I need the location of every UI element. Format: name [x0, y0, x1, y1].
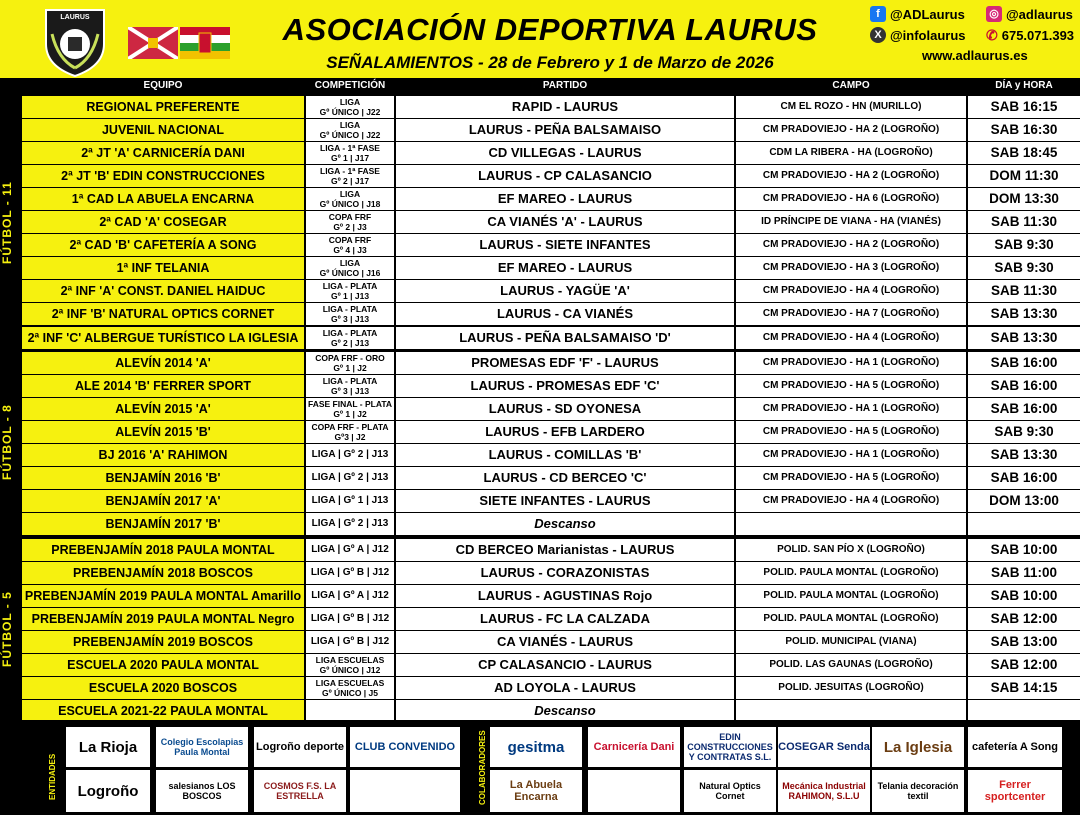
sponsor-logo — [350, 770, 460, 812]
match-cell: LAURUS - PEÑA BALSAMAISO 'D' — [396, 327, 734, 349]
sponsor-logo: La Iglesia — [872, 727, 964, 767]
competition-line-1: COPA FRF — [328, 235, 372, 246]
competition-line-2: Gº ÚNICO | J18 — [319, 199, 381, 210]
field-cell: ID PRÍNCIPE DE VIANA - HA (VIANÉS) — [736, 211, 966, 233]
table-row — [22, 631, 1080, 653]
table-row — [22, 467, 1080, 489]
team-cell: BENJAMÍN 2017 'B' — [22, 513, 304, 535]
table-row — [22, 562, 1080, 584]
team-cell: 2ª INF 'C' ALBERGUE TURÍSTICO LA IGLESIA — [22, 327, 304, 349]
datetime-cell: SAB 14:15 — [968, 677, 1080, 699]
section-label-f11: FÚTBOL - 11 — [0, 181, 14, 265]
competition-cell — [306, 188, 394, 210]
competition-cell — [306, 303, 394, 325]
table-row — [22, 375, 1080, 397]
competition-line-1: LIGA — [339, 97, 361, 107]
match-cell: LAURUS - CD BERCEO 'C' — [396, 467, 734, 489]
team-cell: 2ª JT 'A' CARNICERÍA DANI — [22, 142, 304, 164]
match-cell: Descanso — [396, 700, 734, 722]
competition-line-1: LIGA ESCUELAS — [315, 678, 385, 689]
team-cell: ESCUELA 2020 PAULA MONTAL — [22, 654, 304, 676]
field-cell: CM PRADOVIEJO - HA 4 (LOGROÑO) — [736, 490, 966, 512]
datetime-cell: SAB 16:30 — [968, 119, 1080, 141]
datetime-cell: SAB 13:30 — [968, 327, 1080, 349]
match-cell: AD LOYOLA - LAURUS — [396, 677, 734, 699]
club-shield-logo — [38, 4, 112, 78]
competition-line-1: LIGA - PLATA — [322, 281, 378, 292]
sponsors-bar — [0, 720, 1080, 815]
competition-cell: LIGA | Gº B | J12 — [306, 562, 394, 584]
datetime-cell — [968, 700, 1080, 722]
table-row — [22, 700, 1080, 722]
competition-cell — [306, 257, 394, 279]
la-rioja-flag-icon — [180, 27, 230, 59]
field-cell — [736, 700, 966, 722]
competition-line-1: COPA FRF - ORO — [315, 352, 385, 363]
competition-cell — [306, 142, 394, 164]
table-row — [22, 257, 1080, 279]
team-cell: PREBENJAMÍN 2018 PAULA MONTAL — [22, 539, 304, 561]
col-header-competition: COMPETICIÓN — [306, 78, 394, 94]
competition-line-2: Gº ÚNICO | J12 — [319, 665, 381, 676]
table-row — [22, 539, 1080, 561]
table-row — [22, 444, 1080, 466]
competition-line-2: Gº 1 | J2 — [333, 408, 367, 419]
team-cell: 2ª INF 'A' CONST. DANIEL HAIDUC — [22, 280, 304, 302]
team-cell: PREBENJAMÍN 2019 PAULA MONTAL Negro — [22, 608, 304, 630]
competition-line-2: Gº ÚNICO | J5 — [321, 688, 379, 699]
datetime-cell: SAB 12:00 — [968, 654, 1080, 676]
competition-line-1: LIGA ESCUELAS — [315, 655, 385, 666]
sponsor-logo: COSEGAR Senda — [778, 727, 870, 767]
datetime-cell — [968, 513, 1080, 535]
field-cell: CM PRADOVIEJO - HA 4 (LOGROÑO) — [736, 327, 966, 349]
competition-cell: LIGA | Gº B | J12 — [306, 608, 394, 630]
field-cell: POLID. PAULA MONTAL (LOGROÑO) — [736, 562, 966, 584]
sponsor-logo: Ferrer sportcenter — [968, 770, 1062, 812]
table-row — [22, 327, 1080, 349]
instagram-link[interactable] — [986, 6, 1073, 22]
team-cell: PREBENJAMÍN 2018 BOSCOS — [22, 562, 304, 584]
competition-line-2: Gº 2 | J17 — [330, 176, 370, 187]
team-cell: REGIONAL PREFERENTE — [22, 96, 304, 118]
team-cell: 1ª INF TELANIA — [22, 257, 304, 279]
page-title: ASOCIACIÓN DEPORTIVA LAURUS — [282, 12, 818, 47]
facebook-handle: @ADLaurus — [890, 6, 965, 22]
match-cell: CP CALASANCIO - LAURUS — [396, 654, 734, 676]
field-cell: POLID. JESUITAS (LOGROÑO) — [736, 677, 966, 699]
team-cell: ESCUELA 2021-22 PAULA MONTAL — [22, 700, 304, 722]
competition-cell — [306, 352, 394, 374]
col-header-field: CAMPO — [736, 78, 966, 94]
section-label-f5: FÚTBOL - 5 — [0, 591, 14, 668]
match-cell: LAURUS - EFB LARDERO — [396, 421, 734, 443]
competition-line-1: LIGA - PLATA — [322, 375, 378, 386]
table-row — [22, 421, 1080, 443]
sponsor-logo: Natural Optics Cornet — [684, 770, 776, 812]
team-cell: BJ 2016 'A' RAHIMON — [22, 444, 304, 466]
field-cell: POLID. MUNICIPAL (VIANA) — [736, 631, 966, 653]
competition-line-2: Gº ÚNICO | J22 — [319, 130, 381, 141]
competition-cell — [306, 421, 394, 443]
match-cell: LAURUS - CP CALASANCIO — [396, 165, 734, 187]
field-cell: CM PRADOVIEJO - HA 1 (LOGROÑO) — [736, 352, 966, 374]
sponsor-logo: Logroño deporte — [254, 727, 346, 767]
competition-cell: LIGA | Gº A | J12 — [306, 539, 394, 561]
field-cell: CM PRADOVIEJO - HA 2 (LOGROÑO) — [736, 165, 966, 187]
table-row — [22, 165, 1080, 187]
competition-line-2: Gº 1 | J2 — [333, 362, 367, 373]
instagram-icon: ◎ — [986, 6, 1002, 22]
team-cell: JUVENIL NACIONAL — [22, 119, 304, 141]
match-cell: LAURUS - PEÑA BALSAMAISO — [396, 119, 734, 141]
datetime-cell: SAB 10:00 — [968, 539, 1080, 561]
team-cell: BENJAMÍN 2017 'A' — [22, 490, 304, 512]
competition-cell — [306, 677, 394, 699]
sponsor-logo: La Rioja — [66, 727, 150, 767]
match-cell: PROMESAS EDF 'F' - LAURUS — [396, 352, 734, 374]
match-cell: RAPID - LAURUS — [396, 96, 734, 118]
shield-text: LAURUS — [60, 14, 90, 21]
datetime-cell: SAB 16:15 — [968, 96, 1080, 118]
match-cell: LAURUS - AGUSTINAS Rojo — [396, 585, 734, 607]
field-cell: CM PRADOVIEJO - HA 5 (LOGROÑO) — [736, 375, 966, 397]
field-cell: CM PRADOVIEJO - HA 5 (LOGROÑO) — [736, 421, 966, 443]
competition-line-1: LIGA - 1ª FASE — [320, 143, 380, 154]
team-cell: 2ª JT 'B' EDIN CONSTRUCCIONES — [22, 165, 304, 187]
competition-cell: LIGA | Gº 2 | J13 — [306, 467, 394, 489]
team-cell: 1ª CAD LA ABUELA ENCARNA — [22, 188, 304, 210]
facebook-link[interactable] — [870, 6, 965, 22]
team-cell: ESCUELA 2020 BOSCOS — [22, 677, 304, 699]
sponsor-logo: Mecánica Industrial RAHIMON, S.L.U — [778, 770, 870, 812]
competition-cell — [306, 398, 394, 420]
field-cell: CM PRADOVIEJO - HA 7 (LOGROÑO) — [736, 303, 966, 325]
team-cell: PREBENJAMÍN 2019 BOSCOS — [22, 631, 304, 653]
competition-cell: LIGA | Gº A | J12 — [306, 585, 394, 607]
competition-line-1: COPA FRF — [328, 212, 372, 223]
competition-line-1: LIGA - PLATA — [322, 304, 378, 315]
datetime-cell: SAB 11:30 — [968, 211, 1080, 233]
match-cell: EF MAREO - LAURUS — [396, 188, 734, 210]
field-cell: CM PRADOVIEJO - HA 3 (LOGROÑO) — [736, 257, 966, 279]
table-row — [22, 654, 1080, 676]
competition-line-2: Gº 1 | J13 — [330, 291, 370, 302]
competition-line-1: LIGA - PLATA — [322, 327, 378, 338]
field-cell: POLID. PAULA MONTAL (LOGROÑO) — [736, 585, 966, 607]
field-cell: CM PRADOVIEJO - HA 5 (LOGROÑO) — [736, 467, 966, 489]
entidades-label: ENTIDADES — [48, 753, 57, 800]
competition-cell — [306, 280, 394, 302]
datetime-cell: SAB 11:00 — [968, 562, 1080, 584]
table-row — [22, 490, 1080, 512]
datetime-cell: SAB 16:00 — [968, 398, 1080, 420]
datetime-cell: SAB 9:30 — [968, 257, 1080, 279]
sponsor-logo: cafetería A Song — [968, 727, 1062, 767]
competition-cell: LIGA | Gº 2 | J13 — [306, 513, 394, 535]
match-cell: Descanso — [396, 513, 734, 535]
table-row — [22, 677, 1080, 699]
field-cell: CM PRADOVIEJO - HA 2 (LOGROÑO) — [736, 119, 966, 141]
datetime-cell: SAB 9:30 — [968, 234, 1080, 256]
datetime-cell: SAB 10:00 — [968, 585, 1080, 607]
competition-cell — [306, 234, 394, 256]
competition-line-2: Gº3 | J2 — [334, 431, 366, 442]
match-cell: EF MAREO - LAURUS — [396, 257, 734, 279]
team-cell: 2ª CAD 'B' CAFETERÍA A SONG — [22, 234, 304, 256]
sponsor-logo: gesitma — [490, 727, 582, 767]
match-cell: LAURUS - SIETE INFANTES — [396, 234, 734, 256]
match-cell: SIETE INFANTES - LAURUS — [396, 490, 734, 512]
web-address: www.adlaurus.es — [922, 48, 1028, 63]
datetime-cell: SAB 13:30 — [968, 303, 1080, 325]
logrono-flag-icon — [128, 27, 178, 59]
x-link[interactable] — [870, 27, 966, 43]
table-row — [22, 188, 1080, 210]
competition-line-2: Gº 2 | J3 — [333, 222, 367, 233]
competition-cell — [306, 654, 394, 676]
web-link[interactable] — [922, 48, 1028, 63]
competition-cell: LIGA | Gº 1 | J13 — [306, 490, 394, 512]
competition-line-1: FASE FINAL - PLATA — [307, 398, 393, 409]
sponsor-logo: Logroño — [66, 770, 150, 812]
match-cell: CD BERCEO Marianistas - LAURUS — [396, 539, 734, 561]
competition-cell — [306, 375, 394, 397]
competition-line-2: Gº 3 | J13 — [330, 385, 370, 396]
sponsor-logo: La Abuela Encarna — [490, 770, 582, 812]
table-row — [22, 96, 1080, 118]
field-cell: CM EL ROZO - HN (MURILLO) — [736, 96, 966, 118]
colaboradores-label: COLABORADORES — [478, 730, 487, 805]
table-row — [22, 280, 1080, 302]
competition-cell — [306, 327, 394, 349]
phone-link[interactable] — [986, 27, 1074, 44]
competition-cell: LIGA | Gº B | J12 — [306, 631, 394, 653]
competition-cell — [306, 96, 394, 118]
datetime-cell: SAB 11:30 — [968, 280, 1080, 302]
table-row — [22, 211, 1080, 233]
match-cell: LAURUS - SD OYONESA — [396, 398, 734, 420]
competition-cell — [306, 211, 394, 233]
datetime-cell: SAB 13:30 — [968, 444, 1080, 466]
datetime-cell: SAB 9:30 — [968, 421, 1080, 443]
match-cell: LAURUS - PROMESAS EDF 'C' — [396, 375, 734, 397]
field-cell: CDM LA RIBERA - HA (LOGROÑO) — [736, 142, 966, 164]
col-header-team: EQUIPO — [22, 78, 304, 94]
table-row — [22, 303, 1080, 325]
x-icon: X — [870, 27, 886, 43]
table-row — [22, 513, 1080, 535]
table-row — [22, 234, 1080, 256]
sponsor-logo: EDIN CONSTRUCCIONES Y CONTRATAS S.L. — [684, 727, 776, 767]
competition-line-2: Gº 1 | J17 — [330, 153, 370, 164]
datetime-cell: SAB 16:00 — [968, 467, 1080, 489]
competition-line-1: LIGA — [339, 258, 361, 269]
sponsor-logo: Telania decoración textil — [872, 770, 964, 812]
field-cell: POLID. SAN PÍO X (LOGROÑO) — [736, 539, 966, 561]
competition-line-2: Gº 3 | J13 — [330, 314, 370, 325]
field-cell: CM PRADOVIEJO - HA 1 (LOGROÑO) — [736, 444, 966, 466]
field-cell — [736, 513, 966, 535]
competition-line-1: LIGA — [339, 189, 361, 200]
competition-cell — [306, 165, 394, 187]
competition-line-1: LIGA - 1ª FASE — [320, 166, 380, 177]
competition-line-2: Gº 2 | J13 — [330, 337, 370, 348]
match-cell: LAURUS - CA VIANÉS — [396, 303, 734, 325]
team-cell: ALEVÍN 2015 'B' — [22, 421, 304, 443]
facebook-icon: f — [870, 6, 886, 22]
match-cell: CA VIANÉS 'A' - LAURUS — [396, 211, 734, 233]
table-row — [22, 352, 1080, 374]
datetime-cell: SAB 16:00 — [968, 352, 1080, 374]
competition-line-1: COPA FRF - PLATA — [311, 421, 389, 432]
field-cell: POLID. LAS GAUNAS (LOGROÑO) — [736, 654, 966, 676]
col-header-match: PARTIDO — [396, 78, 734, 94]
table-row — [22, 142, 1080, 164]
sponsor-logo — [588, 770, 680, 812]
field-cell: CM PRADOVIEJO - HA 6 (LOGROÑO) — [736, 188, 966, 210]
competition-line-2: Gº 4 | J3 — [333, 245, 367, 256]
page-subtitle: SEÑALAMIENTOS - 28 de Febrero y 1 de Marzo de 2026 — [326, 53, 774, 72]
match-cell: LAURUS - CORAZONISTAS — [396, 562, 734, 584]
datetime-cell: SAB 12:00 — [968, 608, 1080, 630]
competition-cell: LIGA | Gº 2 | J13 — [306, 444, 394, 466]
competition-cell — [306, 700, 394, 722]
header-banner — [0, 0, 1080, 78]
sponsor-logo: Colegio Escolapias Paula Montal — [156, 727, 248, 767]
sponsor-logo: COSMOS F.S. LA ESTRELLA — [254, 770, 346, 812]
sponsor-logo: salesianos LOS BOSCOS — [156, 770, 248, 812]
match-cell: LAURUS - COMILLAS 'B' — [396, 444, 734, 466]
instagram-handle: @adlaurus — [1006, 6, 1073, 22]
datetime-cell: DOM 13:30 — [968, 188, 1080, 210]
datetime-cell: SAB 13:00 — [968, 631, 1080, 653]
datetime-cell: SAB 16:00 — [968, 375, 1080, 397]
sponsor-logo: CLUB CONVENIDO — [350, 727, 460, 767]
team-cell: ALE 2014 'B' FERRER SPORT — [22, 375, 304, 397]
table-row — [22, 119, 1080, 141]
match-cell: CA VIANÉS - LAURUS — [396, 631, 734, 653]
datetime-cell: DOM 13:00 — [968, 490, 1080, 512]
competition-cell — [306, 119, 394, 141]
competition-line-2: Gº ÚNICO | J16 — [319, 268, 381, 279]
phone-number: 675.071.393 — [1001, 28, 1075, 43]
field-cell: CM PRADOVIEJO - HA 2 (LOGROÑO) — [736, 234, 966, 256]
datetime-cell: DOM 11:30 — [968, 165, 1080, 187]
section-label-f8: FÚTBOL - 8 — [0, 404, 14, 481]
x-handle: @infolaurus — [890, 27, 966, 43]
field-cell: CM PRADOVIEJO - HA 1 (LOGROÑO) — [736, 398, 966, 420]
match-cell: LAURUS - FC LA CALZADA — [396, 608, 734, 630]
match-cell: CD VILLEGAS - LAURUS — [396, 142, 734, 164]
team-cell: 2ª CAD 'A' COSEGAR — [22, 211, 304, 233]
datetime-cell: SAB 18:45 — [968, 142, 1080, 164]
field-cell: CM PRADOVIEJO - HA 4 (LOGROÑO) — [736, 280, 966, 302]
table-row — [22, 398, 1080, 420]
match-cell: LAURUS - YAGÜE 'A' — [396, 280, 734, 302]
field-cell: POLID. PAULA MONTAL (LOGROÑO) — [736, 608, 966, 630]
col-header-datetime: DÍA y HORA — [968, 78, 1080, 94]
sponsor-logo: Carnicería Dani — [588, 727, 680, 767]
team-cell: PREBENJAMÍN 2019 PAULA MONTAL Amarillo — [22, 585, 304, 607]
competition-line-1: LIGA — [339, 120, 361, 131]
team-cell: ALEVÍN 2014 'A' — [22, 352, 304, 374]
competition-line-2: Gº ÚNICO | J22 — [319, 107, 381, 117]
phone-icon: ✆ — [986, 27, 998, 43]
team-cell: 2ª INF 'B' NATURAL OPTICS CORNET — [22, 303, 304, 325]
table-row — [22, 585, 1080, 607]
team-cell: BENJAMÍN 2016 'B' — [22, 467, 304, 489]
table-row — [22, 608, 1080, 630]
team-cell: ALEVÍN 2015 'A' — [22, 398, 304, 420]
